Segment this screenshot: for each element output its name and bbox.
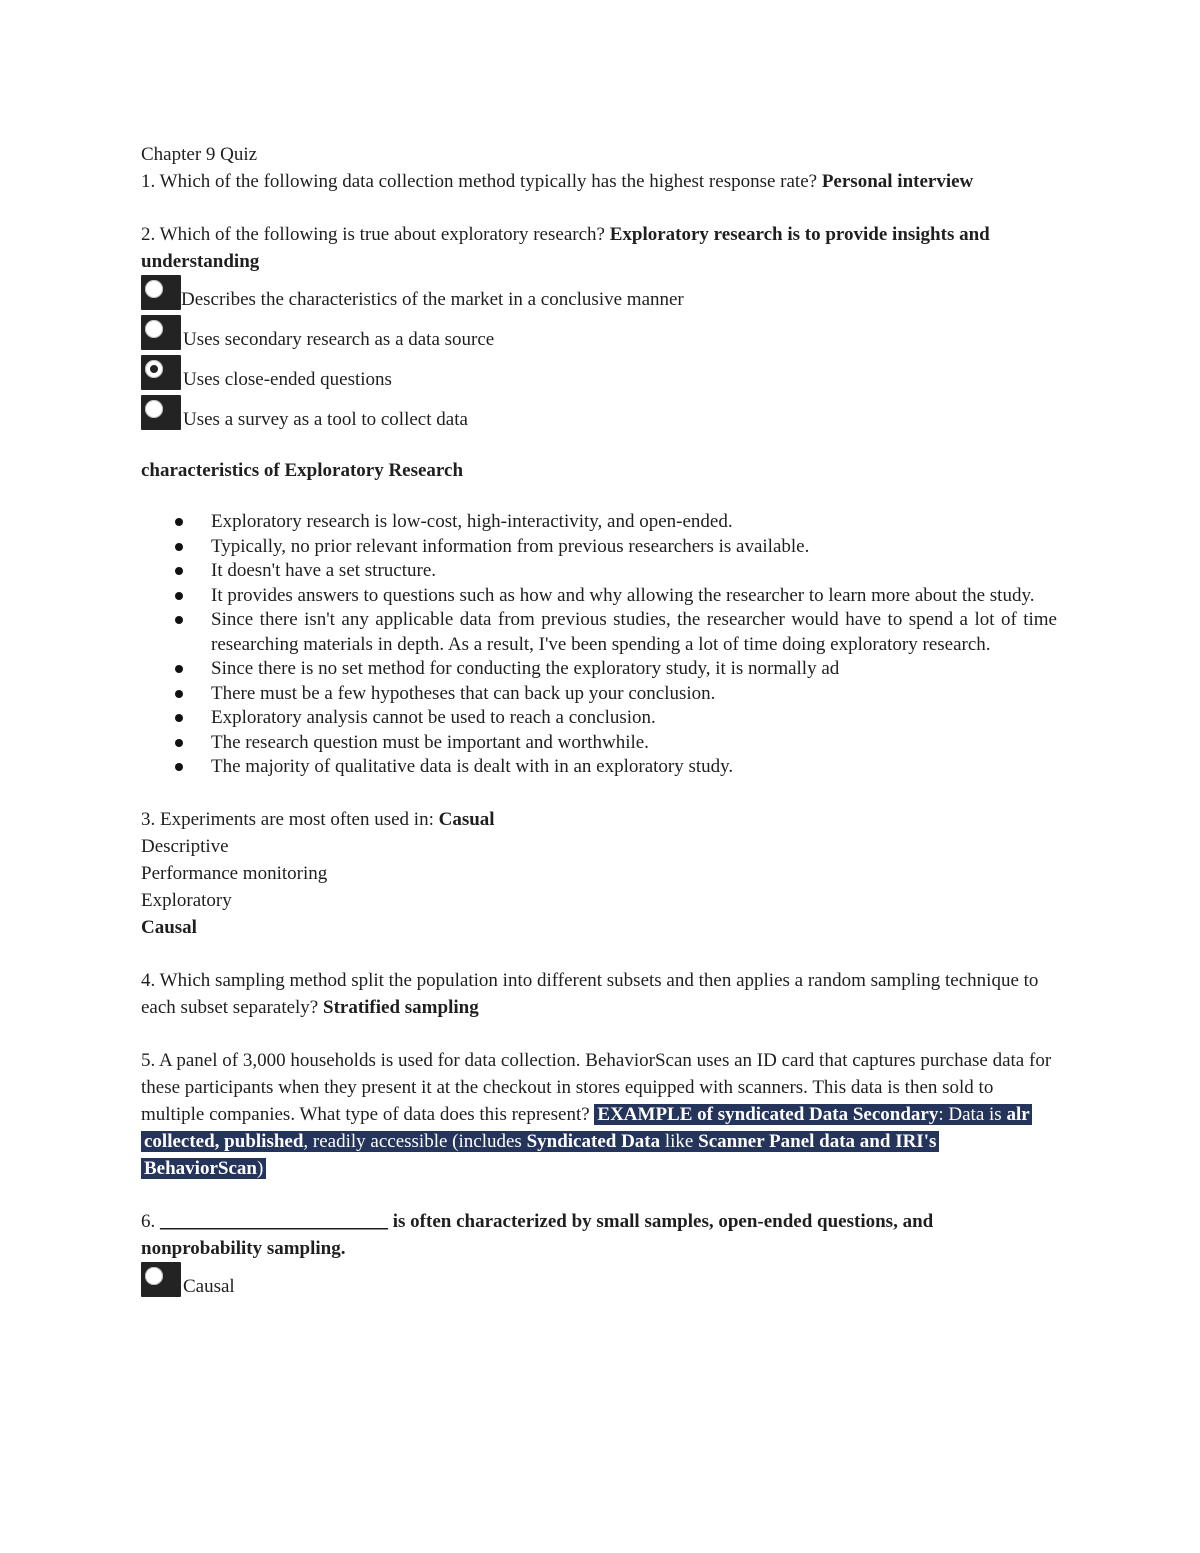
option-label: Uses a survey as a tool to collect data bbox=[183, 409, 468, 430]
radio-button-icon[interactable] bbox=[141, 1262, 181, 1297]
answer-part: , readily accessible (includes bbox=[303, 1130, 527, 1152]
answer-part: Scanner Panel data and IRI's BehaviorScan bbox=[144, 1130, 937, 1179]
list-item: Typically, no prior relevant information from previous researchers is available. bbox=[211, 535, 1057, 560]
option-label: Causal bbox=[183, 1275, 235, 1297]
answer-part: like bbox=[660, 1130, 699, 1152]
radio-button-icon[interactable] bbox=[141, 315, 181, 350]
question-3-choice: Descriptive bbox=[141, 835, 229, 857]
list-item: The majority of qualitative data is dealt with in an exploratory study. bbox=[211, 755, 1057, 780]
question-3-answer: Casual bbox=[438, 808, 495, 830]
answer-part: Syndicated Data bbox=[526, 1130, 661, 1152]
question-3-choice: Exploratory bbox=[141, 889, 232, 911]
question-3-correct-choice bbox=[141, 914, 1057, 941]
question-4-answer: Stratified sampling bbox=[323, 996, 479, 1018]
list-item: Exploratory research is low-cost, high-interactivity, and open-ended. bbox=[211, 510, 1057, 535]
list-item: The research question must be important and worthwhile. bbox=[211, 731, 1057, 756]
option-label: Describes the characteristics of the market in a conclusive manner bbox=[181, 289, 684, 310]
question-2-answer: Exploratory research is to provide insights and understanding bbox=[141, 224, 990, 272]
list-item: Since there isn't any applicable data from previous studies, the researcher would have to spend a lot of time researching materials in depth. As a result, I've been spending a lot of time doing exploratory research. bbox=[211, 608, 1057, 657]
option-4[interactable] bbox=[141, 395, 1057, 435]
answer-part: EXAMPLE of syndicated Data Secondary bbox=[597, 1103, 939, 1125]
question-4 bbox=[141, 967, 1057, 1021]
option-label: Uses secondary research as a data source bbox=[183, 329, 495, 350]
question-6-text: is often characterized by small samples, open-ended questions, and nonprobability sampling. bbox=[141, 1210, 934, 1259]
option-label: Uses close-ended questions bbox=[183, 369, 392, 390]
characteristics-list bbox=[141, 510, 1057, 780]
option-3[interactable] bbox=[141, 355, 1057, 395]
question-5-text: 5. A panel of 3,000 households is used for data collection. BehaviorScan uses an ID card that captures purchase data for these participants when they present it at the checkout in stores equipped with scanners. This data is then sold to multiple companies. What type of data does this represent? bbox=[141, 1049, 1052, 1125]
option-1[interactable] bbox=[141, 275, 1057, 315]
list-item: Exploratory analysis cannot be used to reach a conclusion. bbox=[211, 706, 1057, 731]
question-2-options bbox=[141, 275, 1057, 435]
page-title: Chapter 9 Quiz bbox=[141, 144, 258, 165]
characteristics-heading-text: characteristics of Exploratory Research bbox=[141, 460, 464, 481]
list-item: It provides answers to questions such as how and why allowing the researcher to learn more about the study. bbox=[211, 584, 1057, 609]
question-6-prefix: 6. bbox=[141, 1210, 160, 1232]
radio-button-icon[interactable] bbox=[141, 395, 181, 430]
question-1 bbox=[141, 168, 1057, 195]
option-1[interactable] bbox=[141, 1262, 1057, 1302]
question-3-correct-text: Causal bbox=[141, 916, 197, 938]
question-1-answer: Personal interview bbox=[821, 171, 974, 192]
answer-part: alr collected, published bbox=[144, 1103, 1030, 1152]
question-6-blank: ________________________ bbox=[160, 1210, 388, 1232]
question-6-options bbox=[141, 1262, 1057, 1302]
question-4-text: 4. Which sampling method split the population into different subsets and then applies a random sampling technique to each subset separately? bbox=[141, 969, 1039, 1018]
list-item: Since there is no set method for conducting the exploratory study, it is normally ad bbox=[211, 657, 1057, 682]
question-3-text: 3. Experiments are most often used in: bbox=[141, 808, 434, 830]
question-3-choice: Performance monitoring bbox=[141, 862, 328, 884]
question-2-text: 2. Which of the following is true about exploratory research? bbox=[141, 224, 605, 245]
list-item: There must be a few hypotheses that can back up your conclusion. bbox=[211, 682, 1057, 707]
answer-part: : Data is bbox=[938, 1103, 1007, 1125]
question-3 bbox=[141, 806, 1057, 833]
radio-button-checked-icon[interactable] bbox=[141, 355, 181, 390]
radio-button-icon[interactable] bbox=[141, 275, 181, 310]
question-1-text: 1. Which of the following data collection method typically has the highest response rate? bbox=[141, 171, 818, 192]
list-item: It doesn't have a set structure. bbox=[211, 559, 1057, 584]
question-5 bbox=[141, 1047, 1057, 1182]
characteristics-heading bbox=[141, 457, 1057, 484]
question-2 bbox=[141, 221, 1057, 275]
option-2[interactable] bbox=[141, 315, 1057, 355]
answer-part: ) bbox=[256, 1157, 264, 1179]
question-6 bbox=[141, 1208, 1057, 1262]
document-page bbox=[141, 141, 1057, 1302]
